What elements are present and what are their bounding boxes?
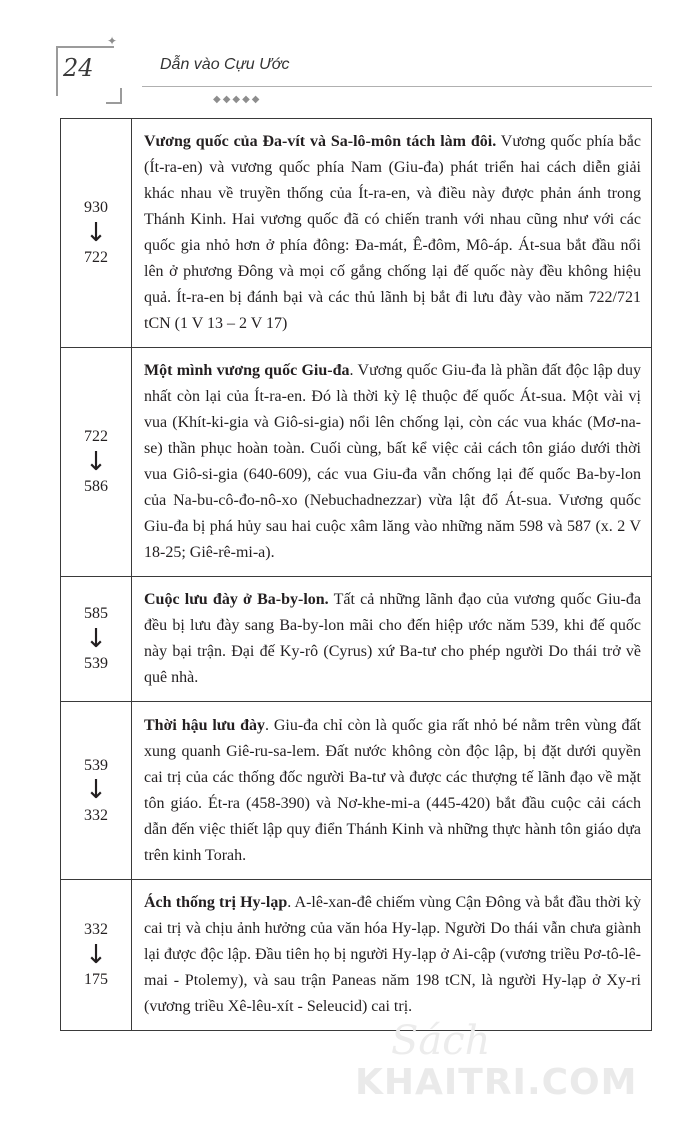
page-header	[0, 0, 700, 110]
watermark	[355, 1018, 685, 1108]
watermark-site-text: KHAITRI.COM	[355, 1062, 638, 1103]
sparkle-icon: ✦	[107, 34, 118, 48]
period-description	[132, 702, 652, 880]
start-year: 332	[84, 921, 108, 939]
period-body: . Giu-đa chỉ còn là quốc gia rất nhỏ bé nằm trên vùng đất xung quanh Giê-ru-sa-lem. Đất nước không còn độc lập, bị đặt dưới quyền cai trị của các thống đốc người Ba-tư và được các thượng tế lãnh đạo về mặt tôn giáo. Ét-ra (458-390) và Nơ-khe-mi-a (445-420) bắt đầu cuộc cải cách dẫn đến việc thiết lập quy điển Thánh Kinh và những thực hành tôn giáo dựa trên kinh Torah.	[144, 716, 642, 864]
period-body: Vương quốc phía bắc (Ít-ra-en) và vương quốc phía Nam (Giu-đa) phát triển hai cách diễn giải khác nhau về truyền thống của Ít-ra-en, và điều này được phản ánh trong Thánh Kinh. Hai vương quốc đã có chiến tranh với nhau cũng như với các quốc gia nhỏ hơn ở phía đông: Đa-mát, Ê-đôm, Mô-áp. Át-sua bắt đầu nổi lên ở phương Đông và mọi cố gắng chống lại đế quốc này đều không hiệu quả. Ít-ra-en bị đánh bại và các thủ lãnh bị bắt đi lưu đày vào năm 722/721 tCN (1 V 13 – 2 V 17)	[144, 133, 641, 332]
period-body: Tất cả những lãnh đạo của vương quốc Giu-đa đều bị lưu đày sang Ba-by-lon mãi cho đến hiệp ước năm 539, khi đế quốc này bại trận. Đại đế Ky-rô (Cyrus) xứ Ba-tư cho phép người Do thái trở về quê nhà.	[144, 591, 641, 686]
timeline-row	[61, 577, 652, 702]
decorative-dots-icon: ◆◆◆◆◆	[213, 94, 262, 105]
period-heading: Ách thống trị Hy-lạp	[144, 894, 288, 911]
start-year: 722	[84, 428, 108, 446]
watermark-script-text: Sách	[391, 1018, 491, 1064]
timeline-row	[61, 880, 652, 1031]
start-year: 539	[84, 756, 108, 774]
period-description	[132, 119, 652, 348]
period-heading: Cuộc lưu đày ở Ba-by-lon.	[144, 591, 329, 608]
end-year: 722	[84, 249, 108, 267]
timeline-table	[60, 118, 652, 1031]
running-title: Dẫn vào Cựu Ước	[160, 56, 290, 73]
period-body: . A-lê-xan-đê chiếm vùng Cận Đông và bắt đầu thời kỳ cai trị và chịu ảnh hưởng của văn hóa Hy-lạp. Người Do thái vẫn chưa giành lại được độc lập. Đầu tiên họ bị người Hy-lạp ở Ai-cập (vương triều Pơ-tô-lê-mai - Ptolemy), và sau trận Paneas năm 198 tCN, là người Hy-lạp ở Xy-ri (vương triều Xê-lêu-xít - Seleucid) cai trị.	[144, 894, 642, 1015]
period-heading: Vương quốc của Đa-vít và Sa-lô-môn tách làm đôi.	[144, 133, 497, 150]
period-description	[132, 348, 652, 577]
page-number: 24	[63, 54, 94, 82]
end-year: 175	[84, 971, 108, 989]
period-description	[132, 880, 652, 1031]
end-year: 539	[84, 655, 108, 673]
period-description	[132, 577, 652, 702]
timeline-row	[61, 119, 652, 348]
down-arrow-icon: ↓	[85, 939, 107, 970]
end-year: 586	[84, 478, 108, 496]
down-arrow-icon: ↓	[85, 217, 107, 248]
date-range	[61, 348, 132, 577]
end-year: 332	[84, 806, 108, 824]
timeline-row	[61, 702, 652, 880]
date-range	[61, 702, 132, 880]
start-year: 585	[84, 605, 108, 623]
date-range	[61, 119, 132, 348]
timeline-row	[61, 348, 652, 577]
start-year: 930	[84, 199, 108, 217]
down-arrow-icon: ↓	[85, 446, 107, 477]
period-heading: Một mình vương quốc Giu-đa	[144, 362, 350, 379]
date-range	[61, 880, 132, 1031]
down-arrow-icon: ↓	[85, 623, 107, 654]
header-rule	[142, 86, 652, 87]
period-heading: Thời hậu lưu đày	[144, 716, 266, 734]
down-arrow-icon: ↓	[85, 775, 107, 806]
period-body: . Vương quốc Giu-đa là phần đất độc lập duy nhất còn lại của Ít-ra-en. Đó là thời kỳ lệ thuộc đế quốc Át-sua. Một vài vị vua (Khít-ki-gia và Giô-si-gia) nổi lên chống lại, còn các vua khác (Mơ-na-se) thần phục hoàn toàn. Cuối cùng, bất kể việc cải cách tôn giáo dưới thời vua Giô-si-gia (640-609), các vua Giu-đa vẫn chống lại đế quốc Ba-by-lon của Na-bu-cô-đo-nô-xo (Nebuchadnezzar) vừa lật đổ Át-sua. Vương quốc Giu-đa bị phá hủy sau hai cuộc xâm lăng vào những năm 598 và 587 (x. 2 V 18-25; Giê-rê-mi-a).	[144, 362, 641, 561]
date-range	[61, 577, 132, 702]
